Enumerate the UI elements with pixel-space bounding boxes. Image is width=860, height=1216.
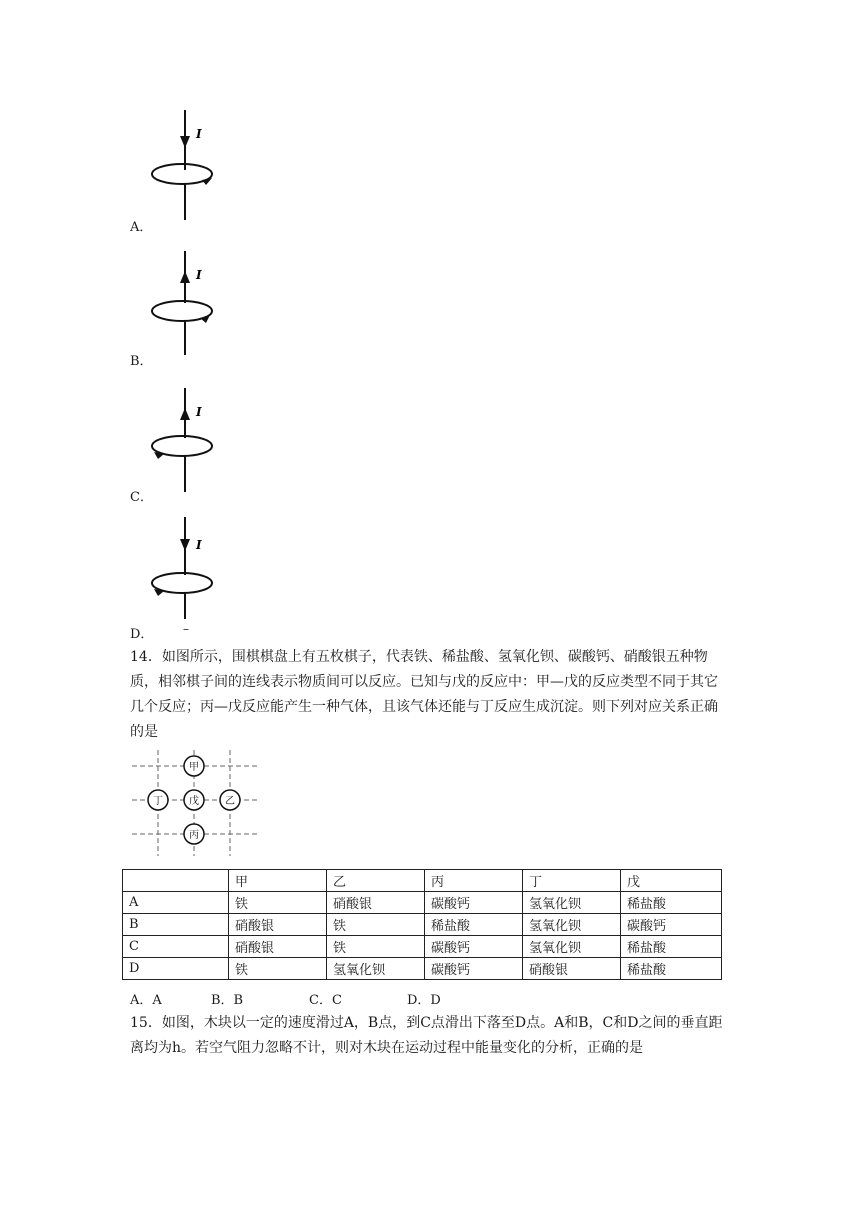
- table-cell: 铁: [327, 936, 425, 958]
- table-cell: 碳酸钙: [425, 936, 523, 958]
- table-cell: C: [123, 936, 229, 958]
- svg-text:I: I: [196, 127, 202, 141]
- table-cell: 稀盐酸: [621, 958, 722, 980]
- question-14-text: 14．如图所示，围棋棋盘上有五枚棋子，代表铁、稀盐酸、氢氧化钡、碳酸钙、硝酸银五种物质，相邻棋子间的连线表示物质间可以反应。已知与戊的反应中：甲—戊的反应类型不同于其它几个反应；丙—戊反应能产生一种气体，且该气体还能与丁反应生成沉淀。则下列对应关系正确的是: [130, 649, 718, 740]
- question-15-text: 15．如图，木块以一定的速度滑过A，B点，到C点滑出下落至D点。A和B，C和D之间的垂直距离均为h。若空气阻力忽略不计，则对木块在运动过程中能量变化的分析，正确的是: [130, 1015, 723, 1056]
- svg-text:I: I: [196, 268, 202, 282]
- table-cell: 铁: [229, 892, 327, 914]
- figure-option-a: [140, 108, 230, 233]
- table-cell: 碳酸钙: [621, 914, 722, 936]
- stone-yi: 乙: [225, 796, 235, 807]
- table-cell: 稀盐酸: [621, 936, 722, 958]
- table-cell: 铁: [229, 958, 327, 980]
- loop-arrow-icon: [202, 178, 212, 185]
- table-cell: 氢氧化钡: [327, 958, 425, 980]
- current-arrow-down-icon: [180, 539, 190, 551]
- option-d-label[interactable]: D．: [130, 627, 154, 642]
- table-header-row: [123, 870, 722, 892]
- table-cell: D: [123, 958, 229, 980]
- option-c-label[interactable]: C．: [130, 490, 153, 505]
- current-arrow-up-icon: [180, 408, 190, 420]
- stone-ding: 丁: [153, 796, 163, 807]
- table-header-cell: 甲: [229, 870, 327, 892]
- current-arrow-down-icon: [180, 136, 190, 148]
- table-cell: 氢氧化钡: [523, 892, 621, 914]
- table-cell: 硝酸银: [229, 914, 327, 936]
- figure-option-b: [140, 243, 230, 368]
- choices-row: [130, 989, 441, 1008]
- table-header-cell: 戊: [621, 870, 722, 892]
- table-row: [123, 936, 722, 958]
- current-arrow-up-icon: [180, 271, 190, 283]
- table-cell: 氢氧化钡: [523, 936, 621, 958]
- table-cell: 碳酸钙: [425, 958, 523, 980]
- table-row: [123, 914, 722, 936]
- table-cell: A: [123, 892, 229, 914]
- table-cell: 碳酸钙: [425, 892, 523, 914]
- table-row: [123, 892, 722, 914]
- answer-table: [122, 869, 722, 980]
- table-cell: 硝酸银: [523, 958, 621, 980]
- choice-b[interactable]: B．B: [211, 993, 244, 1008]
- table-cell: 稀盐酸: [425, 914, 523, 936]
- table-header-cell: 丙: [425, 870, 523, 892]
- table-cell: 硝酸银: [229, 936, 327, 958]
- stone-bing: 丙: [189, 830, 199, 841]
- choice-c[interactable]: C．C: [309, 993, 342, 1008]
- table-cell: 铁: [327, 914, 425, 936]
- table-cell: B: [123, 914, 229, 936]
- go-board-figure: [130, 748, 262, 858]
- svg-text:I: I: [196, 405, 202, 419]
- choice-a[interactable]: A．A: [130, 993, 162, 1008]
- table-header-cell: [123, 870, 229, 892]
- figure-option-c: [140, 380, 230, 505]
- stone-jia: 甲: [189, 762, 199, 773]
- table-row: [123, 958, 722, 980]
- table-header-cell: 乙: [327, 870, 425, 892]
- table-cell: 硝酸银: [327, 892, 425, 914]
- loop-arrow-icon: [200, 315, 210, 323]
- table-cell: 稀盐酸: [621, 892, 722, 914]
- option-b-label[interactable]: B．: [130, 354, 153, 369]
- table-cell: 氢氧化钡: [523, 914, 621, 936]
- choice-d[interactable]: D．D: [407, 993, 441, 1008]
- svg-text:I: I: [196, 538, 202, 552]
- stone-wu: 戊: [189, 796, 199, 807]
- table-header-cell: 丁: [523, 870, 621, 892]
- option-a-label[interactable]: A．: [130, 220, 153, 235]
- tail-mark: –: [183, 622, 189, 636]
